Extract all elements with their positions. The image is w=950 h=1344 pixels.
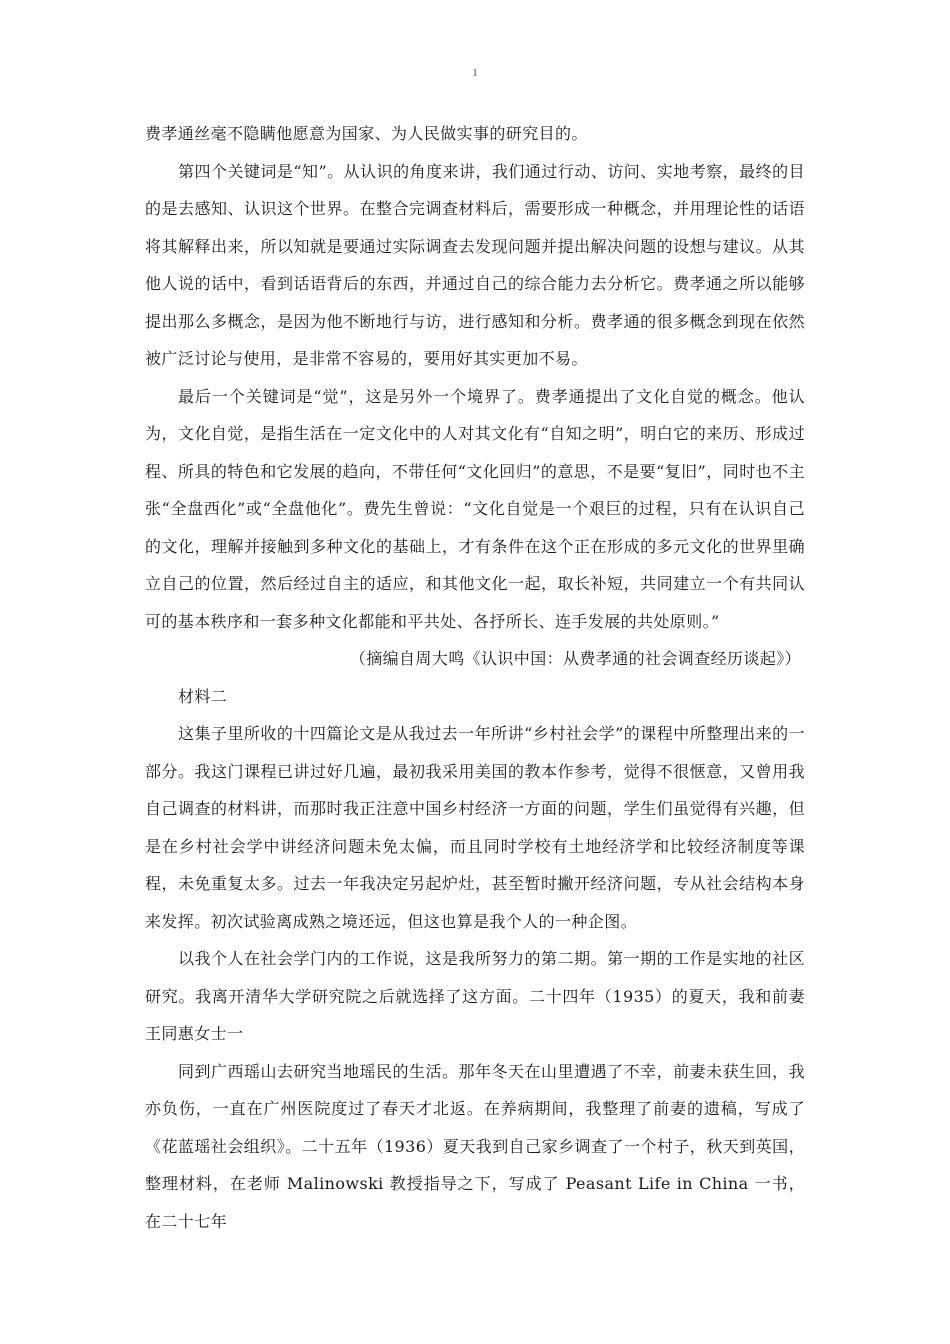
paragraph: 第四个关键词是“知”。从认识的角度来讲，我们通过行动、访问、实地考察，最终的目的是去感知、认识这个世界。在整合完调查材料后，需要形成一种概念，并用理论性的话语将其解释出来，所以知就是要通过实际调查去发现问题并提出解决问题的设想与建议。从其他人说的话中，看到话语背后的东西，并通过自己的综合能力去分析它。费孝通之所以能够提出那么多概念，是因为他不断地行与访，进行感知和分析。费孝通的很多概念到现在依然被广泛讨论与使用，是非常不容易的，要用好其实更加不易。 — [145, 161, 805, 368]
paragraph: 最后一个关键词是“觉”，这是另外一个境界了。费孝通提出了文化自觉的概念。他认为，文化自觉，是指生活在一定文化中的人对其文化有“自知之明”，明白它的来历、形成过程、所具的特色和它发展的趋向，不带任何“文化回归”的意思，不是要“复旧”，同时也不主张“全盘西化”或“全盘他化”。费先生曾说：“文化自觉是一个艰巨的过程，只有在认识自己的文化，理解并接触到多种文化的基础上，才有条件在这个正在形成的多元文化的世界里确立自己的位置，然后经过自主的适应，和其他文化一起，取长补短，共同建立一个有共同认可的基本秩序和一套多种文化都能和平共处、各抒所长、连手发展的共处原则。” — [145, 386, 805, 631]
source-citation: （摘编自周大鸣《认识中国：从费孝通的社会调查经历谈起》） — [349, 649, 801, 668]
page-number: 1 — [472, 68, 478, 79]
paragraph: 同到广西瑶山去研究当地瑶民的生活。那年冬天在山里遭遇了不幸，前妻未获生回，我亦负伤，一直在广州医院度过了春天才北返。在养病期间，我整理了前妻的遗稿，写成了《花蓝瑶社会组织》。二十五年（1936）夏天我到自己家乡调查了一个村子，秋天到英国，整理材料，在老师 Malinowski 教授指导之下，写成了 Peasant Life in China 一书，在二十七年 — [145, 1061, 805, 1231]
document-body — [145, 115, 805, 1240]
paragraph: 以我个人在社会学门内的工作说，这是我所努力的第二期。第一期的工作是实地的社区研究。我离开清华大学研究院之后就选择了这方面。二十四年（1935）的夏天，我和前妻王同惠女士一 — [145, 949, 805, 1043]
paragraph: 这集子里所收的十四篇论文是从我过去一年所讲“乡村社会学”的课程中所整理出来的一部分。我这门课程已讲过好几遍，最初我采用美国的教本作参考，觉得不很惬意，又曾用我自己调查的材料讲，而那时我正注意中国乡村经济一方面的问题，学生们虽觉得有兴趣，但是在乡村社会学中讲经济问题未免太偏，而且同时学校有土地经济学和比较经济制度等课程，未免重复太多。过去一年我决定另起炉灶，甚至暂时撇开经济问题，专从社会结构本身来发挥。初次试验离成熟之境还远，但这也算是我个人的一种企图。 — [145, 724, 805, 931]
section-heading: 材料二 — [178, 686, 228, 706]
paragraph: 费孝通丝毫不隐瞒他愿意为国家、为人民做实事的研究目的。 — [145, 124, 588, 143]
